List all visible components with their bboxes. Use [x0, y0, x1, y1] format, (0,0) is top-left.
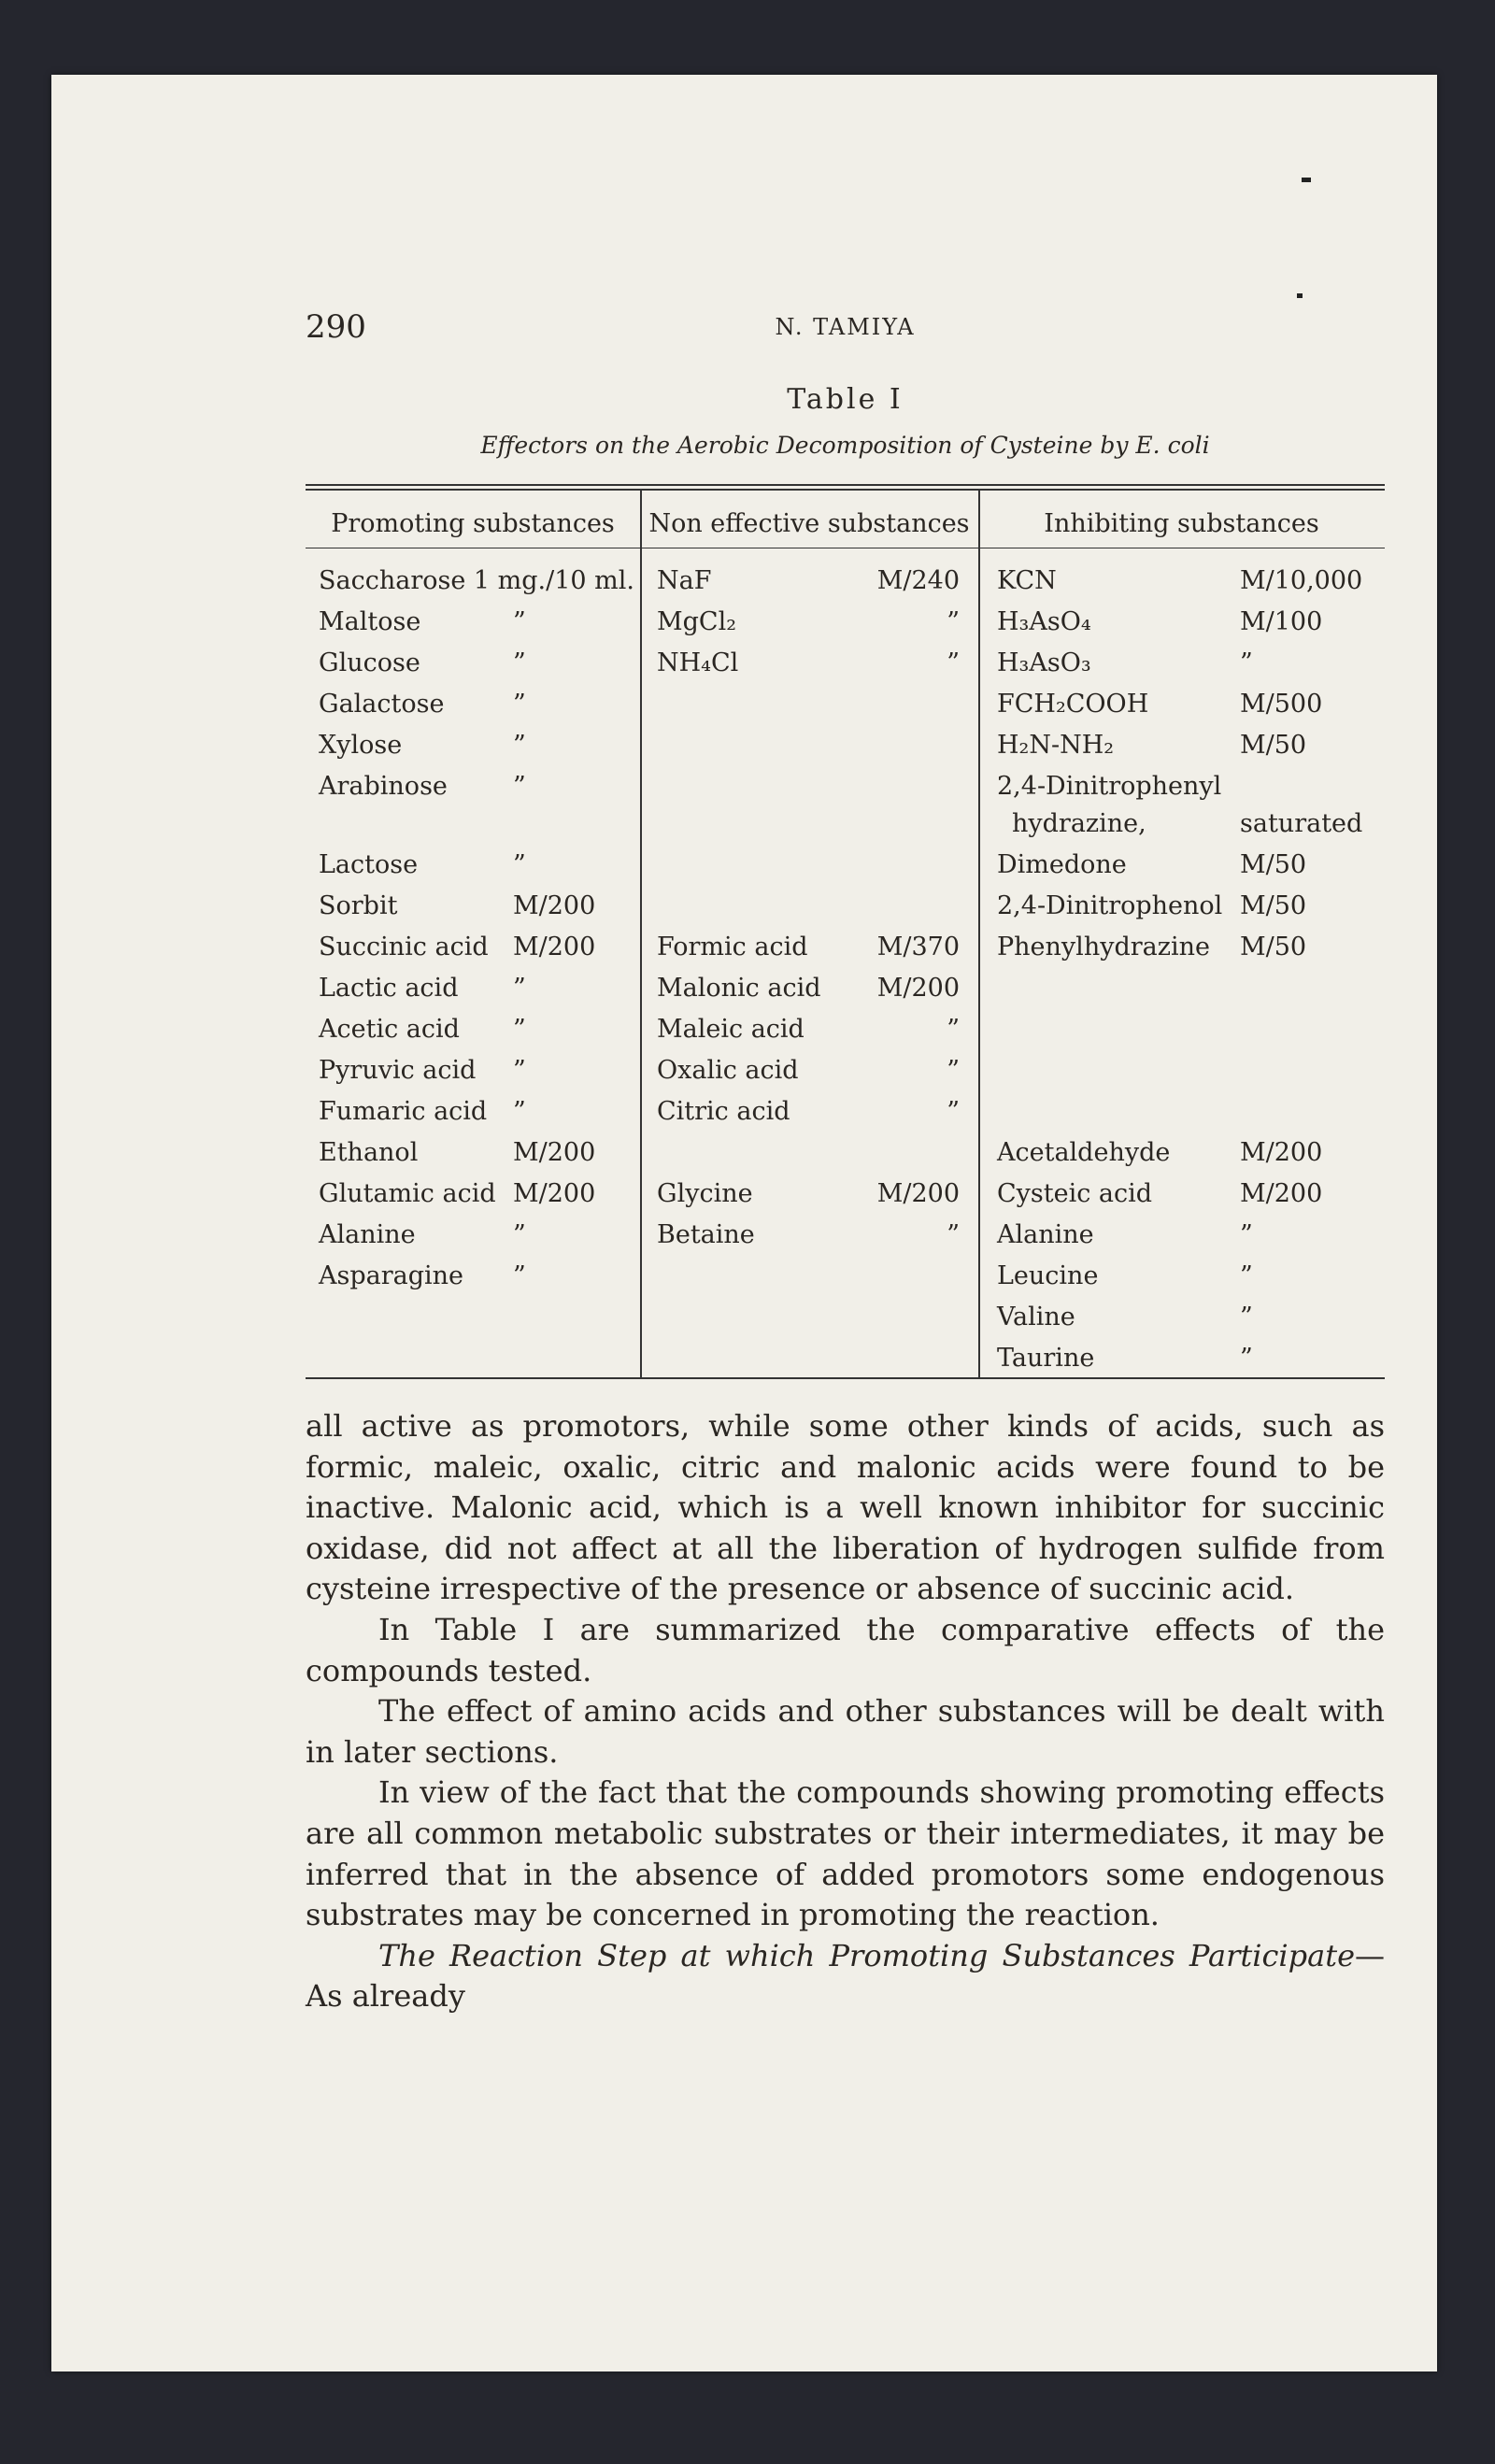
value-inhibiting: ”: [1240, 1261, 1253, 1290]
cell-inhibiting: Taurine: [997, 1344, 1095, 1373]
value-noneffective: M/240: [876, 566, 960, 595]
cell-noneffective: MgCl₂: [657, 607, 737, 636]
value-noneffective: ”: [947, 1056, 960, 1085]
cell-promoting: Succinic acid: [319, 933, 489, 961]
value-promoting: ”: [513, 1097, 526, 1126]
cell-promoting: Glutamic acid: [319, 1179, 496, 1208]
cell-noneffective: NH₄Cl: [657, 648, 739, 677]
cell-noneffective: Maleic acid: [657, 1015, 804, 1044]
cell-promoting: Ethanol: [319, 1138, 419, 1167]
column-header-promoting: Promoting substances: [331, 509, 615, 538]
paragraph-text: —As already: [306, 1937, 1385, 2015]
cell-promoting: Pyruvic acid: [319, 1056, 477, 1085]
value-inhibiting: saturated: [1240, 809, 1363, 838]
value-promoting: ”: [513, 690, 526, 719]
cell-noneffective: NaF: [657, 566, 712, 595]
value-promoting: ”: [513, 1015, 526, 1044]
cell-promoting: Arabinose: [319, 772, 448, 801]
value-inhibiting: M/50: [1240, 891, 1307, 920]
table-row: [306, 766, 1385, 807]
cell-promoting: Xylose: [319, 731, 403, 760]
table-row: [306, 1297, 1385, 1338]
cell-noneffective: Glycine: [657, 1179, 753, 1208]
cell-inhibiting: Leucine: [997, 1261, 1099, 1290]
cell-inhibiting: FCH₂COOH: [997, 690, 1149, 719]
cell-inhibiting: 2,4-Dinitrophenol: [997, 891, 1223, 920]
value-noneffective: M/200: [876, 1179, 960, 1208]
value-noneffective: ”: [947, 1097, 960, 1126]
cell-promoting: Galactose: [319, 690, 445, 719]
value-inhibiting: M/200: [1240, 1138, 1323, 1167]
cell-promoting: Lactic acid: [319, 974, 459, 1003]
value-inhibiting: ”: [1240, 648, 1253, 677]
table-row: [306, 1174, 1385, 1215]
cell-inhibiting: Valine: [997, 1303, 1075, 1332]
cell-inhibiting: H₃AsO₄: [997, 607, 1091, 636]
value-noneffective: ”: [947, 648, 960, 677]
page-number: 290: [306, 308, 366, 346]
table-row: [306, 1256, 1385, 1297]
cell-noneffective: Formic acid: [657, 933, 808, 961]
table-row: [306, 886, 1385, 927]
value-promoting: ”: [513, 772, 526, 801]
paragraph: In Table I are summarized the comparative effects of the compounds tested.: [306, 1611, 1385, 1688]
value-promoting: ”: [513, 1056, 526, 1085]
value-noneffective: M/370: [876, 933, 960, 961]
cell-inhibiting: 2,4-Dinitrophenyl: [997, 772, 1222, 801]
cell-inhibiting: H₃AsO₃: [997, 648, 1091, 677]
cell-inhibiting: Dimedone: [997, 850, 1127, 879]
cell-promoting: Acetic acid: [319, 1015, 460, 1044]
cell-promoting: Maltose: [319, 607, 421, 636]
value-promoting: ”: [513, 850, 526, 879]
value-promoting: M/200: [513, 1138, 596, 1167]
scan-speck: [1302, 178, 1311, 182]
table-top-rule: [306, 484, 1385, 486]
cell-noneffective: Oxalic acid: [657, 1056, 799, 1085]
value-inhibiting: M/50: [1240, 731, 1307, 760]
cell-noneffective: Citric acid: [657, 1097, 790, 1126]
table-row: [306, 845, 1385, 886]
cell-promoting: Alanine: [319, 1220, 416, 1249]
table-row: [306, 968, 1385, 1009]
paragraph: [306, 1936, 1385, 2017]
column-header-noneffective: Non effective substances: [648, 509, 970, 538]
value-inhibiting: M/200: [1240, 1179, 1323, 1208]
table-row: [306, 725, 1385, 766]
cell-inhibiting: KCN: [997, 566, 1057, 595]
value-promoting: ”: [513, 648, 526, 677]
value-inhibiting: ”: [1240, 1220, 1253, 1249]
table-title: Table I: [787, 383, 904, 416]
value-promoting: M/200: [513, 933, 596, 961]
cell-promoting: Fumaric acid: [319, 1097, 488, 1126]
value-promoting: ”: [513, 731, 526, 760]
column-header-inhibiting: Inhibiting substances: [1044, 509, 1319, 538]
value-inhibiting: M/50: [1240, 933, 1307, 961]
cell-promoting: Asparagine: [319, 1261, 464, 1290]
cell-inhibiting: Acetaldehyde: [997, 1138, 1171, 1167]
value-inhibiting: ”: [1240, 1344, 1253, 1373]
effectors-table: [306, 484, 1385, 1383]
section-heading: The Reaction Step at which Promoting Substances Participate: [378, 1937, 1355, 1973]
paragraph: In view of the fact that the compounds showing promoting effects are all common metabolic substrates or their intermediates, it may be inferred that in the absence of added promotors some endogenous substrates may be concerned in promoting the reaction.: [306, 1774, 1385, 1933]
value-inhibiting: M/100: [1240, 607, 1323, 636]
table-row: [306, 602, 1385, 643]
table-row: [306, 1091, 1385, 1132]
value-inhibiting: ”: [1240, 1303, 1253, 1332]
value-inhibiting: M/500: [1240, 690, 1323, 719]
value-inhibiting: M/10,000: [1240, 566, 1363, 595]
cell-inhibiting: Phenylhydrazine: [997, 933, 1210, 961]
table-row: [306, 804, 1385, 845]
table-caption: Effectors on the Aerobic Decomposition of Cysteine by E. coli: [480, 432, 1210, 459]
value-noneffective: M/200: [876, 974, 960, 1003]
value-promoting: ”: [513, 974, 526, 1003]
running-header: [306, 308, 1385, 346]
body-text: [306, 1406, 1385, 2017]
cell-noneffective: Malonic acid: [657, 974, 821, 1003]
value-promoting: ”: [513, 1220, 526, 1249]
table-row: [306, 1215, 1385, 1256]
cell-inhibiting: Cysteic acid: [997, 1179, 1153, 1208]
cell-inhibiting: Alanine: [997, 1220, 1094, 1249]
cell-noneffective: Betaine: [657, 1220, 755, 1249]
scan-speck: [1297, 293, 1303, 298]
table-row: [306, 643, 1385, 684]
table-top-rule-2: [306, 489, 1385, 491]
cell-inhibiting: H₂N-NH₂: [997, 731, 1115, 760]
running-head-author: N. TAMIYA: [775, 314, 916, 340]
value-promoting: M/200: [513, 891, 596, 920]
cell-inhibiting: hydrazine,: [1012, 809, 1146, 838]
table-row: [306, 561, 1385, 602]
value-inhibiting: M/50: [1240, 850, 1307, 879]
table-row: [306, 1132, 1385, 1174]
table-row: [306, 927, 1385, 968]
paragraph: The effect of amino acids and other substances will be dealt with in later sections.: [306, 1693, 1385, 1770]
cell-promoting: Lactose: [319, 850, 419, 879]
value-noneffective: ”: [947, 1015, 960, 1044]
value-noneffective: ”: [947, 607, 960, 636]
value-promoting: M/200: [513, 1179, 596, 1208]
value-promoting: ”: [513, 1261, 526, 1290]
table-row: [306, 1050, 1385, 1091]
paragraph: all active as promotors, while some other kinds of acids, such as formic, maleic, oxalic, citric and malonic acids were found to be inactive. Malonic acid, which is a well known inhibitor for succinic oxidase, did not affect at all the liberation of hydrogen sulfide from cysteine irrespective of the presence or absence of succinic acid.: [306, 1408, 1385, 1607]
cell-promoting: Saccharose 1 mg./10 ml.: [319, 566, 634, 595]
table-row: [306, 1338, 1385, 1379]
cell-promoting: Sorbit: [319, 891, 398, 920]
table-row: [306, 684, 1385, 725]
value-noneffective: ”: [947, 1220, 960, 1249]
cell-promoting: Glucose: [319, 648, 420, 677]
value-promoting: ”: [513, 607, 526, 636]
table-row: [306, 1009, 1385, 1050]
